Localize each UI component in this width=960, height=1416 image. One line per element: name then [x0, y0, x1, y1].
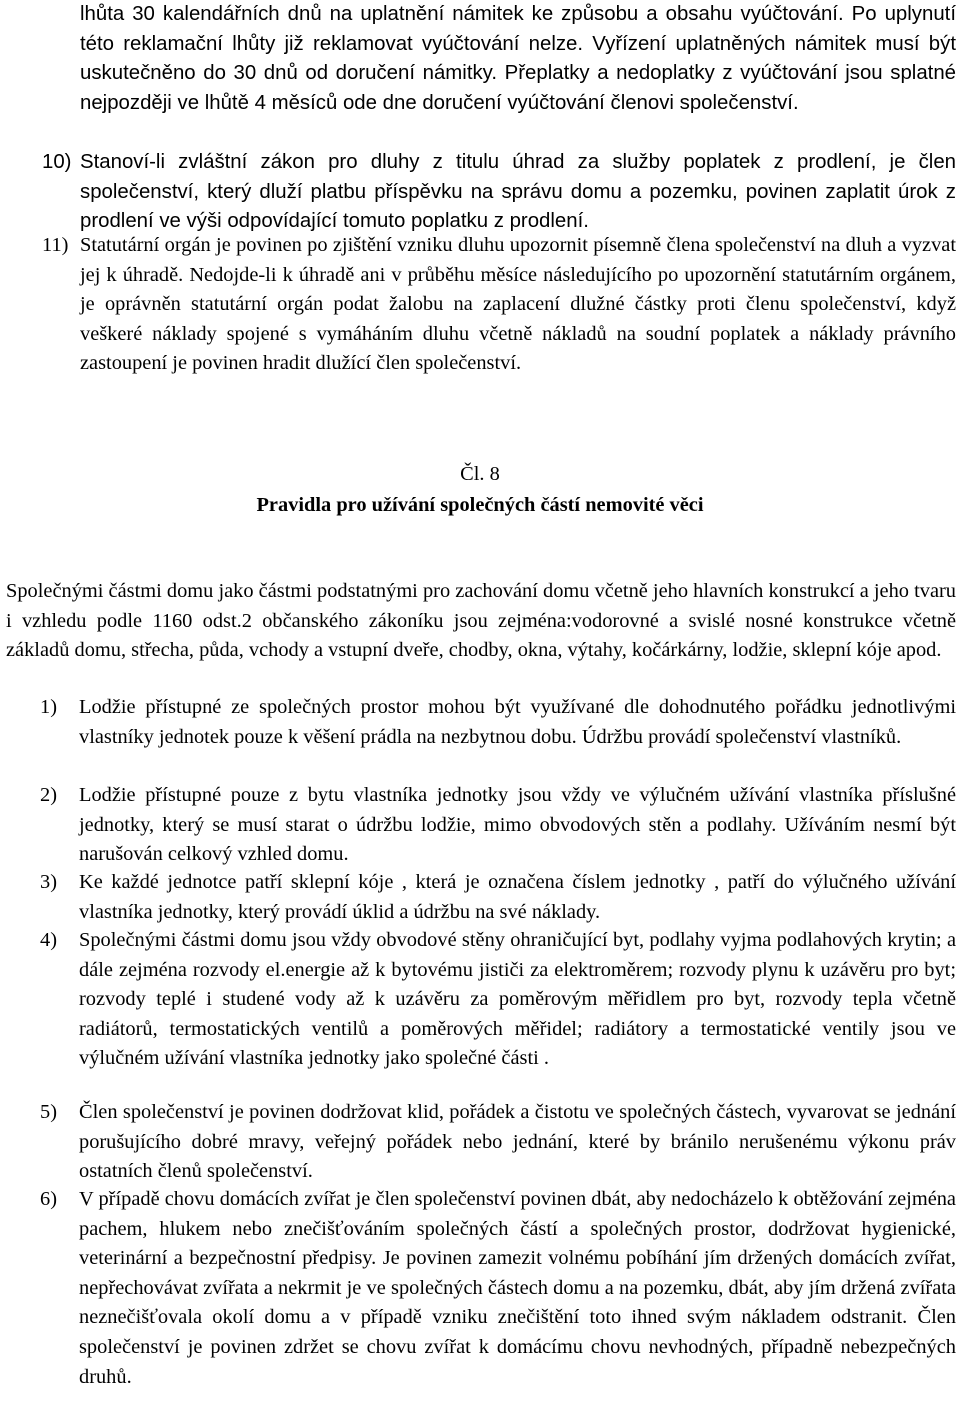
chapter-number: Čl. 8 [460, 463, 500, 485]
list-item-number: 10) [42, 151, 72, 173]
list-item-number: 1) [40, 696, 57, 718]
list-item-text: Ke každé jednotce patří sklepní kóje , která je označena číslem jednotky , patří do výlučného užívání vlastníka jednotky, který provádí úklid a údržbu na své náklady. [79, 871, 956, 923]
list-item-number: 2) [40, 784, 57, 806]
list-item-number: 6) [40, 1188, 57, 1210]
list-item-number: 4) [40, 929, 57, 951]
list-item-text: Člen společenství je povinen dodržovat klid, pořádek a čistotu ve společných částech, vyvarovat se jednání porušujícího dobré mravy, veřejný pořádek nebo jednání, které by bránilo nerušenému výkonu práv ostatních členů společenství. [79, 1101, 956, 1183]
list-item-number: 5) [40, 1101, 57, 1123]
list-item-text: Společnými částmi domu jsou vždy obvodové stěny ohraničující byt, podlahy vyjma podlahových krytin; a dále zejména rozvody el.energie až k bytovému jističi za elektroměrem; rozvody plynu k uzávěru pro byt; rozvody teplé i studené vody až k uzávěru za poměrovým měřidlem pro byt, rozvody tepla včetně radiátorů, termostatických ventilů a poměrových měřidel; radiátory a termostatické ventily jsou ve výlučném užívání vlastníka jednotky jako společné části . [79, 929, 956, 1070]
list-item-text: Statutární orgán je povinen po zjištění vzniku dluhu upozornit písemně člena společenství na dluh a vyzvat jej k úhradě. Nedojde-li k úhradě ani v průběhu měsíce následujícího po upozornění statutárním orgánem, je oprávněn statutární orgán podat žalobu na zaplacení dlužné částky proti členu společenství, když veškeré náklady spojené s vymáháním dluhu včetně nákladů na soudní poplatek a náklady právního zastoupení je povinen hradit dlužící člen společenství. [80, 234, 956, 375]
list-item-text: Stanoví-li zvláštní zákon pro dluhy z titulu úhrad za služby poplatek z prodlení, je člen společenství, který dluží platbu příspěvku na správu domu a pozemku, povinen zaplatit úrok z prodlení ve výši odpovídající tomuto poplatku z prodlení. [80, 151, 956, 233]
list-item-text: V případě chovu domácích zvířat je člen společenství povinen dbát, aby nedocházelo k obtěžování zejména pachem, hlukem nebo znečišťováním společných částí a společných prostor, dodržovat hygienické, veterinární a bezpečnostní předpisy. Je povinen zamezit volnému pobíhání jím držených domácích zvířat, nepřechovávat zvířata a nekrmit je ve společných částech domu a na pozemku, dbát, aby jím držená zvířata neznečišťovala okolí domu a v případě vzniku znečištění toto ihned svým nákladem odstranit. Člen společenství je povinen zdržet se chovu zvířat k domácímu chovu nevhodných, případně nebezpečných druhů. [79, 1188, 956, 1388]
list-item-number: 3) [40, 871, 57, 893]
intro-paragraph: Společnými částmi domu jako částmi podstatnými pro zachování domu včetně jeho hlavních konstrukcí a jeho tvaru i vzhledu podle 1160 odst.2 občanského zákoníku jsou zejména:vodorovné a svislé nosné konstrukce včetně základů domu, střecha, půda, vchody a vstupní dveře, chodby, okna, výtahy, kočárkárny, lodžie, sklepní kóje apod. [6, 580, 956, 662]
list-item-text: Lodžie přístupné pouze z bytu vlastníka jednotky jsou vždy ve výlučném užívání vlastníka příslušné jednotky, který se musí starat o údržbu lodžie, mimo obvodových stěn a podlahy. Užíváním nesmí být narušován celkový vzhled domu. [79, 784, 956, 866]
continuation-paragraph: lhůta 30 kalendářních dnů na uplatnění námitek ke způsobu a obsahu vyúčtování. Po uplynutí této reklamační lhůty již reklamovat vyúčtování nelze. Vyřízení uplatněných námitek musí být uskutečněno do 30 dnů od doručení námitky. Přeplatky a nedoplatky z vyúčtování jsou splatné nejpozději ve lhůtě 4 měsíců ode dne doručení vyúčtování členovi společenství. [80, 3, 956, 114]
list-item-text: Lodžie přístupné ze společných prostor mohou být využívané dle dohodnutého pořádku jednotlivými vlastníky jednotek pouze k věšení prádla na nezbytnou dobu. Údržbu provádí společenství vlastníků. [79, 696, 956, 748]
chapter-title: Pravidla pro užívání společných částí nemovité věci [256, 494, 704, 516]
list-item-number: 11) [42, 234, 69, 256]
